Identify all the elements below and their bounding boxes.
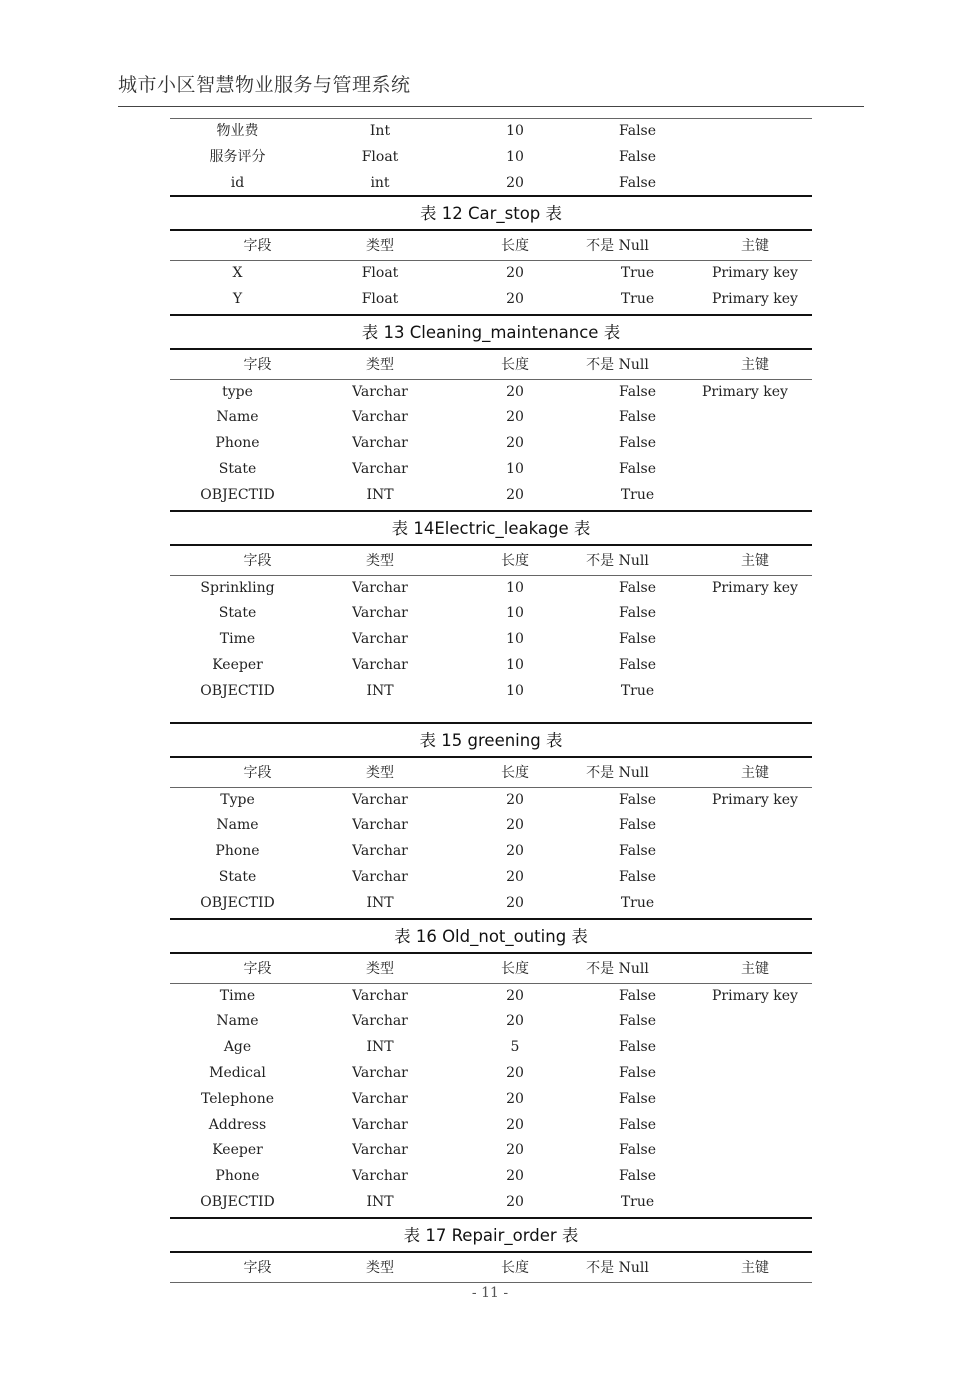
not-null-cell: True [620,486,655,503]
header-not-null: 不是 Null [586,764,649,781]
page-number: - 11 - [471,1285,509,1301]
field-name-cell: Time [219,987,256,1004]
field-name-cell: Telephone [200,1090,274,1107]
table-bottom-rule [170,195,812,197]
table-row [170,144,812,170]
table-header-row [170,1255,812,1281]
not-null-cell: False [618,987,657,1004]
table-row [170,600,812,626]
field-name-cell: Name [216,817,259,834]
primary-key-cell: Primary key [712,987,798,1004]
field-name-cell: Keeper [212,657,263,673]
table-caption: 表 13 Cleaning_maintenance 表 [361,322,621,342]
primary-key-cell: Primary key [712,791,798,808]
header-primary-key: 主键 [741,552,769,569]
type-cell: Varchar [352,1168,408,1185]
field-name-cell: State [218,605,257,622]
header-primary-key: 主键 [741,960,769,977]
table-caption: 表 15 greening 表 [419,730,563,750]
not-null-cell: False [618,174,657,191]
field-name-cell: Address [208,1116,267,1133]
header-not-null: 不是 Null [586,960,649,977]
not-null-cell: False [618,605,657,622]
table-caption: 表 12 Car_stop 表 [419,204,563,223]
type-cell: INT [366,894,394,911]
table-header-row [170,233,812,259]
not-null-cell: False [618,817,657,834]
field-name-cell: Medical [209,1065,266,1081]
type-cell: Varchar [352,1013,408,1030]
length-cell: 20 [506,791,524,808]
length-cell: 20 [506,1065,524,1081]
not-null-cell: False [618,123,657,139]
header-type: 类型 [366,960,394,977]
not-null-cell: True [620,265,655,281]
table-header-row [170,548,812,574]
table-row [170,1034,812,1060]
table-row [170,864,812,890]
type-cell: Varchar [352,843,408,860]
type-cell: Varchar [352,579,408,596]
type-cell: INT [366,1194,394,1210]
table-top-rule [170,544,812,546]
field-name-cell: 物业费 [216,123,259,139]
type-cell: Varchar [352,817,408,834]
length-cell: 20 [506,1168,524,1185]
table-row [170,118,812,144]
not-null-cell: False [618,1116,657,1133]
length-cell: 20 [506,486,524,503]
not-null-cell: False [618,1168,657,1185]
field-name-cell: Phone [215,435,260,452]
header-type: 类型 [366,238,394,254]
type-cell: Varchar [352,1142,408,1159]
table-caption: 表 16 Old_not_outing 表 [394,926,588,946]
type-cell: Float [361,290,399,307]
header-field: 字段 [243,238,272,254]
not-null-cell: False [618,1142,657,1159]
length-cell: 10 [506,461,524,477]
not-null-cell: False [618,1090,657,1107]
not-null-cell: False [618,869,657,885]
running-header: 城市小区智慧物业服务与管理系统 [118,74,411,96]
header-not-null: 不是 Null [586,238,649,254]
table-row [170,983,812,1009]
header-field: 字段 [243,764,272,781]
table-header-row [170,956,812,982]
table-row [170,1137,812,1163]
header-field: 字段 [243,356,272,373]
type-cell: Varchar [352,461,408,477]
header-length: 长度 [501,238,529,254]
table-row [170,430,812,456]
header-field: 字段 [243,960,272,977]
not-null-cell: False [618,631,657,648]
type-cell: Varchar [352,605,408,622]
table-row [170,678,812,704]
not-null-cell: False [618,843,657,860]
length-cell: 20 [506,987,524,1004]
type-cell: Varchar [352,657,408,673]
table-top-rule [170,952,812,954]
field-name-cell: State [218,461,257,477]
header-length: 长度 [501,960,529,977]
table-row [170,1189,812,1215]
length-cell: 10 [506,123,524,139]
type-cell: Varchar [352,631,408,648]
table-header-row [170,352,812,378]
type-cell: Varchar [352,409,408,426]
field-name-cell: Time [219,631,256,648]
not-null-cell: False [618,409,657,426]
type-cell: Varchar [352,1116,408,1133]
field-name-cell: 服务评分 [209,148,266,165]
type-cell: INT [366,682,394,699]
table-row [170,838,812,864]
table-header-rule [170,1282,812,1283]
type-cell: int [370,174,390,191]
table-row [170,379,812,405]
table-row [170,260,812,286]
field-name-cell: Name [216,1013,259,1030]
not-null-cell: False [618,383,657,400]
primary-key-cell: Primary key [712,579,798,596]
not-null-cell: False [618,657,657,673]
field-name-cell: Keeper [212,1142,263,1159]
length-cell: 20 [506,265,524,281]
header-type: 类型 [366,356,394,373]
length-cell: 20 [506,383,524,400]
table-header-row [170,760,812,786]
table-row [170,170,812,196]
type-cell: Float [361,265,399,281]
type-cell: Varchar [352,987,408,1004]
header-length: 长度 [501,552,529,569]
table-row [170,652,812,678]
table-row [170,286,812,312]
length-cell: 10 [506,579,524,596]
table-caption: 表 17 Repair_order 表 [403,1225,579,1245]
length-cell: 20 [506,1116,524,1133]
header-not-null: 不是 Null [586,356,649,373]
not-null-cell: False [618,461,657,477]
type-cell: Varchar [352,383,408,400]
primary-key-cell: Primary key [712,265,798,281]
table-row [170,482,812,508]
header-primary-key: 主键 [741,356,769,373]
length-cell: 10 [506,657,524,673]
header-field: 字段 [243,552,272,569]
table-top-rule [170,229,812,231]
type-cell: Varchar [352,435,408,452]
table-row [170,1008,812,1034]
header-length: 长度 [501,1259,529,1276]
header-primary-key: 主键 [741,238,769,254]
length-cell: 20 [506,1194,524,1210]
not-null-cell: True [620,894,655,911]
field-name-cell: Sprinkling [200,579,275,596]
type-cell: Varchar [352,791,408,808]
field-name-cell: OBJECTID [200,682,275,699]
table-top-rule [170,756,812,758]
table-row [170,575,812,601]
table-bottom-rule [170,722,812,724]
header-primary-key: 主键 [741,1259,769,1276]
field-name-cell: id [230,174,245,191]
length-cell: 20 [506,817,524,834]
type-cell: Int [369,123,391,139]
field-name-cell: Name [216,409,259,426]
header-length: 长度 [501,356,529,373]
table-row [170,812,812,838]
primary-key-cell: Primary key [712,290,798,307]
header-type: 类型 [366,552,394,569]
field-name-cell: X [232,265,243,281]
length-cell: 10 [506,148,524,165]
table-row [170,404,812,430]
not-null-cell: True [620,682,655,699]
table-row [170,890,812,916]
field-name-cell: OBJECTID [200,1194,275,1210]
type-cell: INT [366,486,394,503]
length-cell: 10 [506,631,524,648]
table-row [170,1060,812,1086]
field-name-cell: Y [232,290,243,307]
length-cell: 20 [506,290,524,307]
table-row [170,1086,812,1112]
not-null-cell: False [618,579,657,596]
table-top-rule [170,348,812,350]
length-cell: 20 [506,174,524,191]
length-cell: 20 [506,409,524,426]
not-null-cell: False [618,1065,657,1081]
table-caption: 表 14Electric_leakage 表 [391,518,591,538]
not-null-cell: True [620,290,655,307]
table-bottom-rule [170,314,812,316]
table-top-rule [170,1251,812,1253]
not-null-cell: False [618,148,657,165]
table-row [170,1112,812,1138]
type-cell: Float [361,148,399,165]
length-cell: 10 [506,605,524,622]
length-cell: 20 [506,869,524,885]
not-null-cell: False [618,435,657,452]
type-cell: Varchar [352,1090,408,1107]
field-name-cell: Phone [215,843,260,860]
type-cell: Varchar [352,1065,408,1081]
header-type: 类型 [366,764,394,781]
not-null-cell: True [620,1194,655,1210]
table-bottom-rule [170,1217,812,1219]
header-primary-key: 主键 [741,764,769,781]
length-cell: 20 [506,894,524,911]
not-null-cell: False [618,1013,657,1030]
length-cell: 5 [510,1039,520,1056]
length-cell: 10 [506,682,524,699]
field-name-cell: type [222,383,253,400]
table-bottom-rule [170,510,812,512]
header-not-null: 不是 Null [586,552,649,569]
field-name-cell: Type [220,791,255,808]
length-cell: 20 [506,1090,524,1107]
table-row [170,787,812,813]
field-name-cell: Phone [215,1168,260,1185]
type-cell: Varchar [352,869,408,885]
not-null-cell: False [618,791,657,808]
field-name-cell: Age [223,1039,252,1056]
field-name-cell: State [218,869,257,885]
header-field: 字段 [243,1259,272,1276]
length-cell: 20 [506,1013,524,1030]
header-not-null: 不是 Null [586,1259,649,1276]
length-cell: 20 [506,843,524,860]
header-length: 长度 [501,764,529,781]
length-cell: 20 [506,435,524,452]
field-name-cell: OBJECTID [200,894,275,911]
not-null-cell: False [618,1039,657,1056]
table-bottom-rule [170,918,812,920]
table-row [170,626,812,652]
table-row [170,456,812,482]
table-row [170,1163,812,1189]
length-cell: 20 [506,1142,524,1159]
field-name-cell: OBJECTID [200,486,275,503]
header-type: 类型 [366,1259,394,1276]
type-cell: INT [366,1039,394,1056]
primary-key-cell: Primary key [702,383,788,400]
